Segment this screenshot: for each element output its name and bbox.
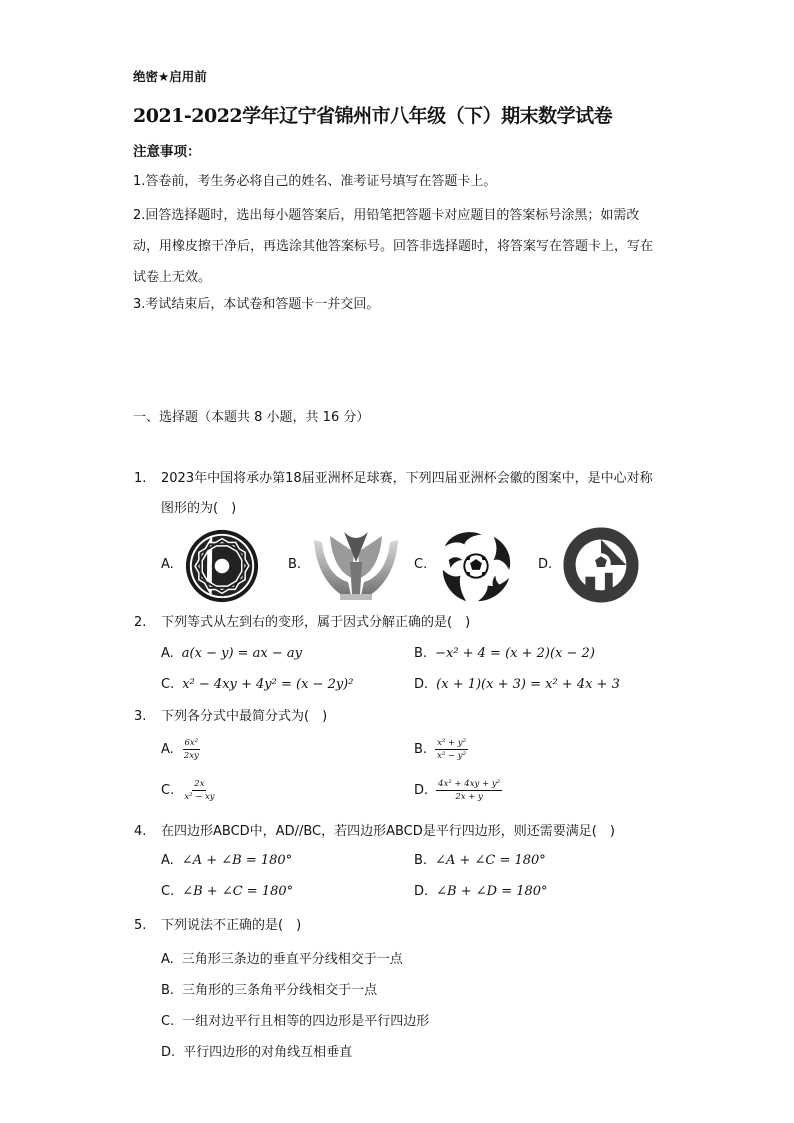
option-item: C. 一组对边平行且相等的四边形是平行四边形 — [161, 1014, 430, 1029]
option-item: A. $\frac{\text{6x²}}{2xy}$ — [161, 738, 199, 761]
notice-item: 3.考试结束后，本试卷和答题卡一并交回。 — [133, 297, 380, 312]
fraction: $\frac{2x}{\text{x² − xy}}$ — [184, 779, 215, 802]
question-text: 下列说法不正确的是( ) — [161, 918, 302, 933]
option-item: C. x² − 4xy + 4y² = (x − 2y)² — [161, 677, 354, 692]
option-label: A. — [161, 557, 174, 572]
question-number: 2. — [134, 615, 147, 630]
option-item: B. 三角形的三条角平分线相交于一点 — [161, 983, 378, 998]
notice-item: 1.答卷前，考生务必将自己的姓名、准考证号填写在答题卡上。 — [133, 174, 497, 189]
option-item: C. ∠B + ∠C = 180° — [161, 884, 294, 899]
option-item: B. −x² + 4 = (x + 2)(x − 2) — [414, 646, 595, 661]
question-number: 1. — [134, 471, 147, 486]
option-item: D. (x + 1)(x + 3) = x² + 4x + 3 — [414, 677, 620, 692]
trophy-wings-emblem-icon — [310, 522, 402, 608]
option-item: A. a(x − y) = ax − ay — [161, 646, 303, 661]
dragon-ball-emblem-icon — [437, 527, 515, 605]
option-item: B. ∠A + ∠C = 180° — [414, 853, 546, 868]
option-item: D. $\frac{\text{4x² + 4xy + y²}}{2x + y}$ — [414, 779, 501, 802]
option-label: D. — [538, 557, 553, 572]
fraction: $\frac{\text{4x² + 4xy + y²}}{2x + y}$ — [438, 779, 501, 802]
option-item: D. ∠B + ∠D = 180° — [414, 884, 548, 899]
notice-heading: 注意事项： — [133, 144, 201, 160]
exam-title: 2021-2022学年辽宁省锦州市八年级（下）期末数学试卷 — [133, 105, 613, 127]
option-item: B. $\frac{\text{x² + y²}}{\text{x² − y²}}$ — [414, 738, 466, 761]
football-circle-emblem-icon — [562, 526, 640, 604]
question-text: 2023年中国将承办第18届亚洲杯足球赛，下列四届亚洲杯会徽的图案中，是中心对称图形的为( ) — [161, 471, 653, 516]
confidential-label: 绝密★启用前 — [133, 69, 207, 84]
fraction: $\frac{\text{6x²}}{2xy}$ — [183, 738, 199, 761]
question-text: 下列各分式中最简分式为( ) — [161, 709, 328, 724]
section-heading: 一、选择题（本题共 8 小题，共 16 分） — [133, 410, 370, 425]
option-label: B. — [288, 557, 302, 572]
option-item: A. ∠A + ∠B = 180° — [161, 853, 293, 868]
option-item: C. $\frac{2x}{\text{x² − xy}}$ — [161, 779, 215, 802]
fraction: $\frac{\text{x² + y²}}{\text{x² − y²}}$ — [437, 738, 466, 761]
interlaced-knot-emblem-icon — [183, 527, 261, 605]
question-number: 5. — [134, 918, 147, 933]
notice-item: 2.回答选择题时，选出每小题答案后，用铅笔把答题卡对应题目的答案标号涂黑；如需改动，用橡皮擦干净后，再选涂其他答案标号。回答非选择题时，将答案写在答题卡上，写在试卷上无效。 — [133, 208, 654, 285]
question-number: 3. — [134, 709, 147, 724]
option-item: A. 三角形三条边的垂直平分线相交于一点 — [161, 952, 403, 967]
question-text: 在四边形ABCD中，AD//BC，若四边形ABCD是平行四边形，则还需要满足( ) — [161, 824, 615, 839]
option-item: D. 平行四边形的对角线互相垂直 — [161, 1045, 353, 1060]
question-number: 4. — [134, 824, 147, 839]
option-label: C. — [414, 557, 428, 572]
question-text: 下列等式从左到右的变形，属于因式分解正确的是( ) — [161, 615, 471, 630]
